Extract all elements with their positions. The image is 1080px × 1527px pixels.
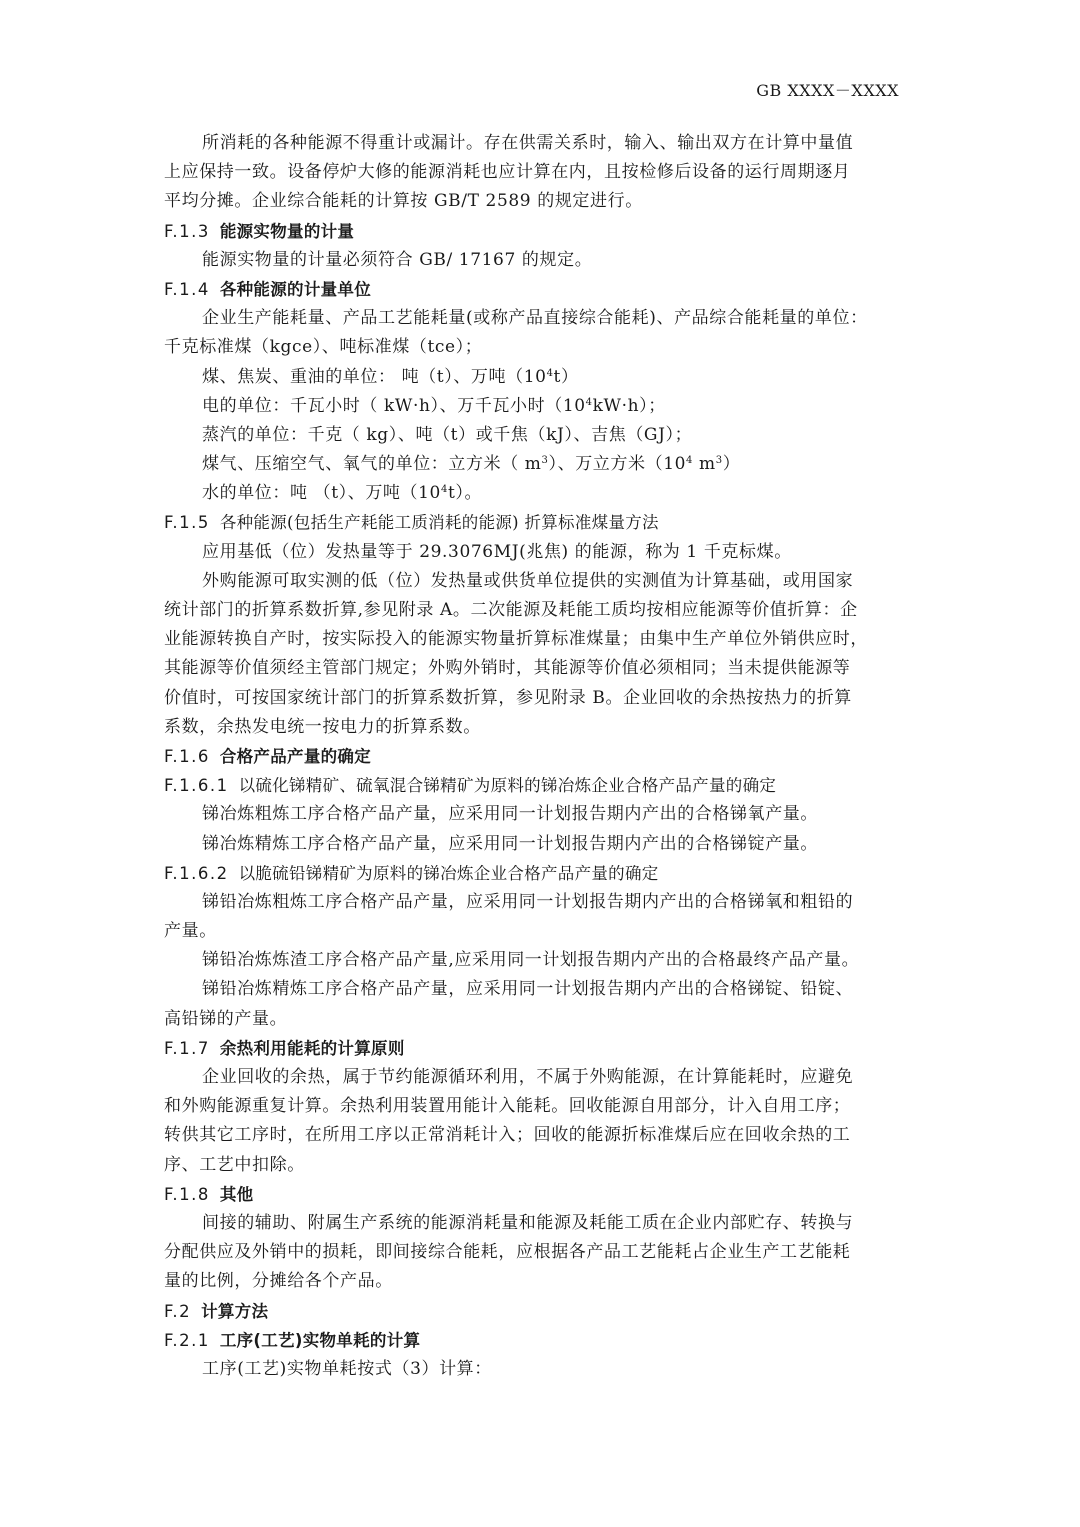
line-text: 应用基低（位）发热量等于 29.3076MJ(兆焦) 的能源，称为 1 千克标煤。 (202, 541, 792, 562)
paragraph-line (164, 1153, 914, 1178)
line-text: 价值时，可按国家统计部门的折算系数折算，参见附录 B。企业回收的余热按热力的折算 (164, 687, 852, 708)
paragraph-line (164, 948, 914, 973)
paragraph-line (164, 306, 914, 331)
line-text: 企业回收的余热，属于节约能源循环利用，不属于外购能源，在计算能耗时，应避免 (202, 1067, 854, 1087)
section-title: 各种能源的计量单位 (219, 279, 372, 299)
paragraph-line (164, 394, 914, 419)
section-number: F.1.6.2 (164, 863, 229, 883)
section-title: 余热利用能耗的计算原则 (219, 1038, 405, 1058)
section-title: 以硫化锑精矿、硫氧混合锑精矿为原料的锑冶炼企业合格产品产量的确定 (238, 776, 777, 796)
line-text: m (693, 454, 716, 475)
superscript: 4 (585, 396, 593, 408)
line-text: 煤气、压缩空气、氧气的单位：立方米（ m (202, 454, 542, 475)
section-heading (164, 1299, 914, 1324)
line-text: 电的单位：千瓦小时（ kW·h）、万千瓦小时（10 (202, 395, 586, 416)
line-text: t） (553, 366, 579, 387)
paragraph-line (164, 802, 914, 827)
superscript: 3 (541, 455, 549, 467)
section-number: F.1.5 (164, 513, 210, 533)
paragraph-line (164, 189, 914, 214)
section-title: 工序(工艺)实物单耗的计算 (219, 1330, 421, 1350)
section-heading (164, 510, 914, 535)
paragraph-line (164, 248, 914, 273)
paragraph-line (164, 131, 914, 156)
paragraph-line (164, 1211, 914, 1236)
line-text: 统计部门的折算系数折算,参见附录 A。二次能源及耗能工质均按相应能源等价值折算：企 (164, 600, 858, 620)
paragraph-line (164, 715, 914, 740)
paragraph-line (164, 1240, 914, 1265)
paragraph-line (164, 919, 914, 944)
section-title: 以脆硫铅锑精矿为原料的锑冶炼企业合格产品产量的确定 (238, 863, 659, 883)
paragraph-line (164, 481, 914, 506)
line-text: 锑铅冶炼精炼工序合格产品产量，应采用同一计划报告期内产出的合格锑锭、铅锭、 (202, 979, 854, 1000)
paragraph-line (164, 627, 914, 652)
section-heading (164, 277, 914, 302)
section-number: F.1.6.1 (164, 776, 229, 796)
paragraph-line (164, 540, 914, 565)
line-text: 千克标准煤（kgce）、吨标准煤（tce）； (164, 337, 483, 358)
paragraph-line (164, 452, 914, 477)
section-title: 计算方法 (201, 1301, 269, 1321)
section-heading (164, 744, 914, 769)
paragraph-line (164, 335, 914, 360)
paragraph-line (164, 686, 914, 711)
line-text: 系数，余热发电统一按电力的折算系数。 (164, 716, 481, 737)
paragraph-line (164, 365, 914, 390)
paragraph-line (164, 1269, 914, 1294)
line-text: 高铅锑的产量。 (164, 1008, 288, 1029)
section-number: F.1.7 (164, 1038, 210, 1058)
line-text: ）、万立方米（10 (548, 454, 687, 475)
paragraph-line (164, 1357, 914, 1382)
line-text: 能源实物量的计量必须符合 GB/ 17167 的规定。 (202, 249, 593, 270)
paragraph-line (164, 977, 914, 1002)
superscript: 4 (686, 455, 694, 467)
section-number: F.2.1 (164, 1330, 210, 1350)
line-text: 间接的辅助、附属生产系统的能源消耗量和能源及耗能工质在企业内部贮存、转换与 (202, 1212, 854, 1233)
line-text: 锑冶炼粗炼工序合格产品产量，应采用同一计划报告期内产出的合格锑氧产量。 (202, 804, 818, 825)
line-text: kW·h）； (592, 395, 666, 416)
line-text: 量的比例，分摊给各个产品。 (164, 1271, 393, 1292)
section-title: 其他 (219, 1184, 254, 1204)
section-title: 各种能源(包括生产耗能工质消耗的能源) 折算标准煤量方法 (219, 513, 659, 533)
paragraph-line (164, 598, 914, 623)
section-heading (164, 1036, 914, 1061)
paragraph-line (164, 1123, 914, 1148)
line-text: 和外购能源重复计算。余热利用装置用能计入能耗。回收能源自用部分，计入自用工序； (164, 1096, 851, 1117)
line-text: 水的单位：吨 （t）、万吨（10 (202, 483, 441, 504)
superscript: 4 (440, 484, 448, 496)
line-text: 企业生产能耗量、产品工艺能耗量(或称产品直接综合能耗)、产品综合能耗量的单位： (202, 308, 868, 329)
paragraph-line (164, 832, 914, 857)
section-number: F.1.8 (164, 1184, 210, 1204)
line-text: 工序(工艺)实物单耗按式（3）计算： (202, 1358, 492, 1379)
section-heading (164, 861, 914, 886)
line-text: 其能源等价值须经主管部门规定；外购外销时，其能源等价值必须相同；当未提供能源等 (164, 658, 851, 679)
paragraph-line (164, 890, 914, 915)
section-title: 能源实物量的计量 (219, 221, 355, 241)
line-text: t）。 (447, 483, 483, 504)
section-heading (164, 773, 914, 798)
standard-code-header: GB XXXX－XXXX (756, 81, 899, 100)
document-body (164, 131, 914, 1386)
paragraph-line (164, 569, 914, 594)
line-text: 蒸汽的单位：千克（ kg）、吨（t）或千焦（kJ）、吉焦（GJ）； (202, 424, 693, 445)
line-text: 所消耗的各种能源不得重计或漏计。存在供需关系时，输入、输出双方在计算中量值 (202, 133, 854, 153)
line-text: 上应保持一致。设备停炉大修的能源消耗也应计算在内，且按检修后设备的运行周期逐月 (164, 162, 851, 183)
line-text: 平均分摊。企业综合能耗的计算按 GB/T 2589 的规定进行。 (164, 191, 643, 212)
line-text: 锑冶炼精炼工序合格产品产量，应采用同一计划报告期内产出的合格锑锭产量。 (202, 833, 818, 854)
section-number: F.2 (164, 1301, 192, 1321)
paragraph-line (164, 1007, 914, 1032)
section-number: F.1.6 (164, 746, 210, 766)
superscript: 3 (715, 455, 723, 467)
paragraph-line (164, 1065, 914, 1090)
line-text: 锑铅冶炼粗炼工序合格产品产量，应采用同一计划报告期内产出的合格锑氧和粗铅的 (202, 891, 854, 912)
line-text: 分配供应及外销中的损耗，即间接综合能耗，应根据各产品工艺能耗占企业生产工艺能耗 (164, 1242, 851, 1263)
line-text: 外购能源可取实测的低（位）发热量或供货单位提供的实测值为计算基础，或用国家 (202, 570, 854, 591)
line-text: 煤、焦炭、重油的单位： 吨（t）、万吨（10 (202, 366, 547, 387)
paragraph-line (164, 423, 914, 448)
line-text: 业能源转换自产时，按实际投入的能源实物量折算标准煤量；由集中生产单位外销供应时， (164, 629, 868, 650)
line-text: 转供其它工序时，在所用工序以正常消耗计入；回收的能源折标准煤后应在回收余热的工 (164, 1125, 851, 1146)
line-text: 产量。 (164, 921, 217, 942)
line-text: 锑铅冶炼炼渣工序合格产品产量,应采用同一计划报告期内产出的合格最终产品产量。 (202, 950, 860, 971)
section-heading (164, 219, 914, 244)
paragraph-line (164, 160, 914, 185)
section-number: F.1.3 (164, 221, 210, 241)
section-heading (164, 1182, 914, 1207)
line-text: ） (722, 454, 741, 475)
section-number: F.1.4 (164, 279, 210, 299)
section-title: 合格产品产量的确定 (219, 746, 372, 766)
section-heading (164, 1328, 914, 1353)
paragraph-line (164, 1094, 914, 1119)
paragraph-line (164, 656, 914, 681)
line-text: 序、工艺中扣除。 (164, 1154, 305, 1175)
superscript: 4 (546, 367, 554, 379)
